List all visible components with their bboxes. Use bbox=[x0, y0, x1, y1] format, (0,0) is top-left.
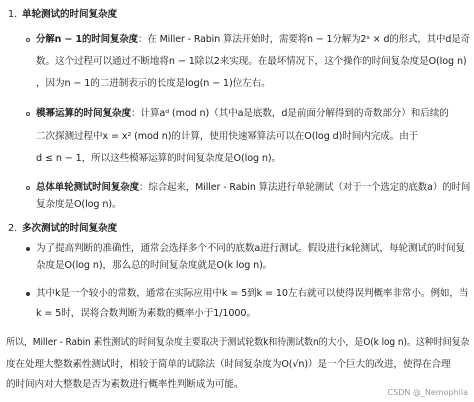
multi-line-3: 其中k是一个较小的常数，通常在实际应用中k = 5到k = 10左右就可以使得误判概率非常小。例如，当 bbox=[36, 288, 469, 299]
multi-line-4: k = 5时，误将合数判断为素数的概率小于1/1000。 bbox=[36, 308, 256, 319]
step3-line-2: 复杂度是O(log n)。 bbox=[36, 199, 122, 210]
multi-line-1: 为了提高判断的准确性，通常会选择多个不同的底数a进行测试。假设进行k轮测试，每轮测试的时间复 bbox=[36, 243, 465, 254]
summary-line-3: 的时间内对大整数是否为素数进行概率性判断成为可能。 bbox=[6, 379, 244, 390]
csdn-watermark: CSDN @_Nemophila bbox=[387, 388, 468, 397]
step1-label: 分解n − 1的时间复杂度 bbox=[36, 34, 139, 45]
step2-label: 模幂运算的时间复杂度 bbox=[36, 108, 131, 119]
step2-line-1 bbox=[36, 107, 449, 121]
step3-label: 总体单轮测试时间复杂度 bbox=[36, 182, 139, 193]
bullet-ring-icon bbox=[26, 38, 30, 42]
step3-line-1 bbox=[36, 181, 470, 195]
multi-line-2: 杂度是O(log n)，那么总的时间复杂度就是O(k log n)。 bbox=[36, 260, 273, 271]
summary-line-2: 度在处理大整数素性测试时，相较于简单的试除法（时间复杂度为O(√n)）是一个巨大的改进，使得在合理 bbox=[6, 359, 451, 370]
list-number-1: 1. bbox=[8, 9, 18, 20]
summary-line-1: 所以，Miller - Rabin 素性测试的时间复杂度主要取决于测试轮数k和待测试数n的大小，是O(k log n)。这种时间复杂 bbox=[6, 337, 470, 348]
step2-line-2: 二次探测过程中x = x² (mod n)的计算，使用快速幂算法可以在O(log d)时间内完成。由于 bbox=[36, 131, 419, 142]
step2-line-3: d ≤ n − 1，所以这些模幂运算的时间复杂度是O(log n)。 bbox=[36, 153, 282, 164]
bullet-ring-icon bbox=[26, 112, 30, 116]
step1-line-3: ，因为n − 1的二进制表示的长度是log(n − 1)位左右。 bbox=[36, 78, 271, 89]
bullet-dot-icon bbox=[26, 247, 30, 251]
bullet-dot-icon bbox=[26, 292, 30, 296]
step1-text-1: ：在 Miller - Rabin 算法开始时，需要将n − 1分解为2ˢ × d的形式，其中d是奇 bbox=[138, 34, 470, 45]
section-title-multi-round: 多次测试的时间复杂度 bbox=[22, 223, 117, 234]
step1-line-2: 数。这个过程可以通过不断地将n − 1除以2来实现。在最坏情况下，这个操作的时间复杂度是O(log n) bbox=[36, 56, 467, 67]
section-title-single-round: 单轮测试的时间复杂度 bbox=[22, 9, 117, 20]
list-number-2: 2. bbox=[8, 223, 18, 234]
step3-text-1: ：综合起来，Miller - Rabin 算法进行单轮测试（对于一个选定的底数a）的时间 bbox=[138, 182, 471, 193]
bullet-ring-icon bbox=[26, 186, 30, 190]
step2-text-1: ：计算aᵈ (mod n)（其中a是底数，d是前面分解得到的奇数部分）和后续的 bbox=[130, 108, 449, 119]
step1-line-1 bbox=[36, 33, 470, 47]
